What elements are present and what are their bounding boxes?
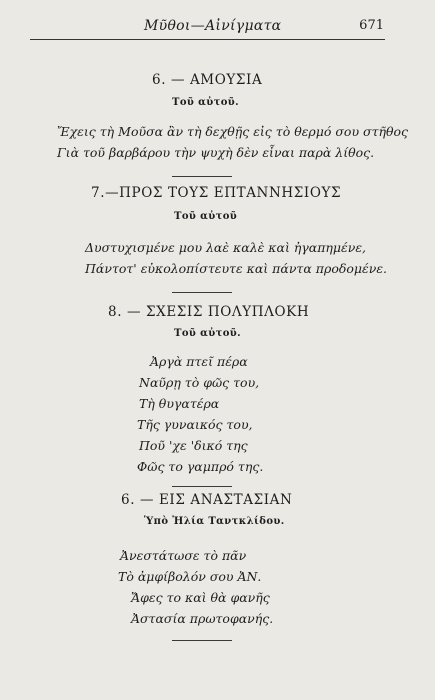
poem-title: 7.—ΠΡΟΣ ΤΟΥΣ ΕΠΤΑΝΝΗΣΙΟΥΣ [91,185,342,201]
poem-line: Ἀργὰ πτεῖ πέρα [150,354,248,369]
poem-line: Ἀστασία πρωτοφανής. [131,611,274,626]
header-rule [30,39,385,40]
section-divider [172,486,232,487]
poem-line: Ἀνεστάτωσε τὸ πᾶν [120,548,247,563]
poem-title: 6. — ΑΜΟΥΣΙΑ [152,72,263,88]
poem-attribution: Τοῦ αὐτοῦ. [172,97,239,108]
poem-line: Ἔχεις τὴ Μοῦσα ἂν τὴ δεχθῇς εἰς τὸ θερμό σου στῆθος [57,124,409,139]
poem-line: Ναῦρῃ τὸ φῶς του, [139,375,260,390]
poem-attribution: Ὑπὸ Ἠλία Ταντκλίδου. [144,516,285,527]
running-header [34,18,384,38]
section-divider [172,176,232,177]
section-divider [172,292,232,293]
poem-attribution: Τοῦ αὐτοῦ [174,211,238,222]
poem-line: Γιὰ τοῦ βαρβάρου τὴν ψυχὴ δὲν εἶναι παρὰ λίθος. [57,145,375,160]
section-divider [172,640,232,641]
poem-attribution: Τοῦ αὐτοῦ. [174,328,241,339]
poem-line: Τὴ θυγατέρα [139,396,220,411]
page-number: 671 [359,18,384,33]
poem-title: 6. — ΕΙΣ ΑΝΑΣΤΑΣΙΑΝ [121,492,293,508]
running-title: Μῦθοι—Αἰνίγματα [144,18,282,34]
poem-line: Τῆς γυναικός του, [137,417,253,432]
poem-line: Τὸ ἀμφίβολόν σου ἈΝ. [118,569,262,584]
poem-line: Ἄφες το καὶ θὰ φανῆς [131,590,270,605]
poem-line: Ποῦ 'χε 'δικό της [139,438,248,453]
poem-line: Δυστυχισμένε μου λαὲ καλὲ καὶ ἠγαπημένε, [85,240,367,255]
poem-line: Πάντοτ' εὐκολοπίστευτε καὶ πάντα προδομένε. [85,261,388,276]
poem-title: 8. — ΣΧΕΣΙΣ ΠΟΛΥΠΛΟΚΗ [108,304,310,320]
poem-line: Φῶς το γαμπρό της. [137,459,264,474]
